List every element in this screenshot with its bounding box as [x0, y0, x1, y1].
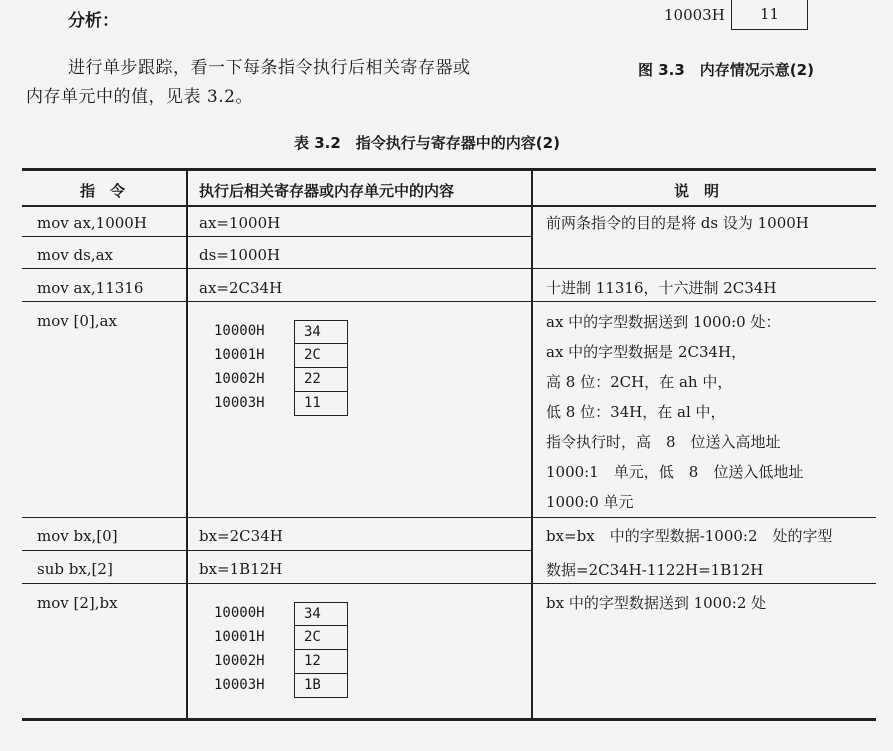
explanation-line: ax 中的字型数据送到 1000:0 处：: [546, 313, 781, 331]
memory-value: 34: [294, 320, 348, 344]
register-content-cell: ax=1000H: [199, 214, 281, 232]
explanation-line: 指令执行时，高 8 位送入高地址: [546, 433, 781, 451]
explanation-text: 十进制 11316，十六进制 2C34H: [546, 279, 777, 297]
explanation-line: 1000:1 单元，低 8 位送入低地址: [546, 463, 804, 481]
memory-value: 2C: [294, 626, 348, 650]
memory-value: 34: [294, 602, 348, 626]
memory-address: 10002H: [214, 653, 265, 669]
explanation-line: 高 8 位：2CH，在 ah 中，: [546, 373, 733, 391]
memory-address-label: 10003H: [664, 6, 725, 24]
instruction-cell: sub bx,[2]: [37, 560, 113, 578]
instruction-cell: mov ds,ax: [37, 246, 113, 264]
register-content-cell: ds=1000H: [199, 246, 281, 264]
header-explanation: 说 明: [674, 182, 720, 200]
memory-address: 10001H: [214, 347, 265, 363]
explanation-line: bx=bx 中的字型数据-1000:2 处的字型: [546, 527, 833, 545]
instruction-cell: mov ax,11316: [37, 279, 144, 297]
header-instruction: 指 令: [80, 182, 126, 200]
memory-cell-box: 11: [731, 0, 808, 30]
explanation-block: [546, 521, 833, 585]
header-divider: [22, 205, 876, 207]
table-bottom-rule: [22, 718, 876, 721]
memory-value: 11: [294, 392, 348, 416]
memory-value: 2C: [294, 344, 348, 368]
table-caption: 表 3.2 指令执行与寄存器中的内容(2): [294, 134, 560, 152]
row-divider: [22, 550, 532, 551]
memory-address: 10001H: [214, 629, 265, 645]
paragraph-line-1: 进行单步跟踪，看一下每条指令执行后相关寄存器或: [68, 58, 471, 78]
memory-value: 12: [294, 650, 348, 674]
table-top-rule: [22, 168, 876, 171]
explanation-line: 数据=2C34H-1122H=1B12H: [546, 561, 764, 579]
instruction-cell: mov bx,[0]: [37, 527, 118, 545]
memory-value: 22: [294, 368, 348, 392]
memory-value: 1B: [294, 674, 348, 698]
paragraph-line-2: 内存单元中的值，见表 3.2。: [26, 87, 253, 107]
column-divider-1: [186, 171, 188, 718]
row-divider: [22, 236, 532, 237]
memory-address: 10000H: [214, 605, 265, 621]
memory-address: 10003H: [214, 395, 265, 411]
memory-address: 10003H: [214, 677, 265, 693]
register-content-cell: bx=2C34H: [199, 527, 283, 545]
instruction-cell: mov [0],ax: [37, 312, 117, 330]
explanation-block: [546, 307, 803, 517]
figure-caption: 图 3.3 内存情况示意(2): [638, 61, 814, 79]
header-content: 执行后相关寄存器或内存单元中的内容: [199, 182, 455, 200]
register-content-cell: bx=1B12H: [199, 560, 283, 578]
explanation-line: 1000:0 单元: [546, 493, 634, 511]
explanation-line: ax 中的字型数据是 2C34H，: [546, 343, 747, 361]
instruction-cell: mov [2],bx: [37, 594, 118, 612]
row-divider: [22, 517, 876, 518]
explanation-text: 前两条指令的目的是将 ds 设为 1000H: [546, 214, 809, 232]
memory-address: 10000H: [214, 323, 265, 339]
memory-address: 10002H: [214, 371, 265, 387]
row-divider: [22, 268, 876, 269]
explanation-text: bx 中的字型数据送到 1000:2 处: [546, 594, 767, 612]
register-content-cell: ax=2C34H: [199, 279, 283, 297]
section-heading: 分析：: [68, 11, 119, 31]
column-divider-2: [531, 171, 533, 718]
instruction-cell: mov ax,1000H: [37, 214, 147, 232]
explanation-line: 低 8 位：34H，在 al 中，: [546, 403, 726, 421]
